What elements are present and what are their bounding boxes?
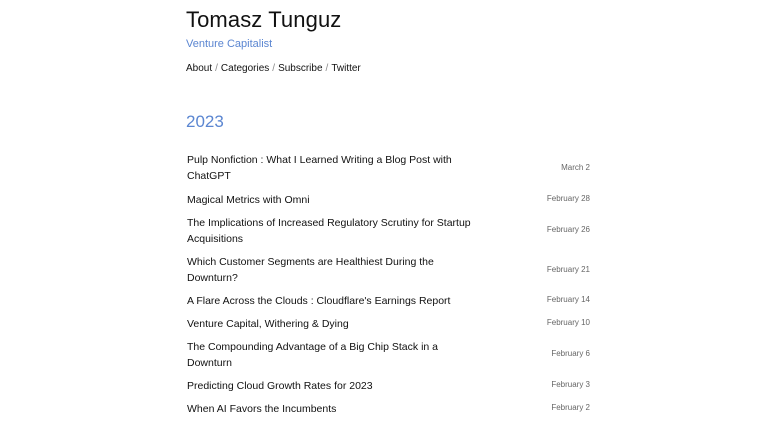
nav-separator: / xyxy=(215,63,218,74)
post-date: February 26 xyxy=(546,225,590,234)
nav-separator: / xyxy=(325,63,329,74)
post-date: February 21 xyxy=(546,265,590,274)
main-nav xyxy=(186,62,361,75)
nav-link-subscribe[interactable]: Subscribe xyxy=(278,63,323,74)
post-date: February 6 xyxy=(551,349,590,358)
nav-link-twitter[interactable]: Twitter xyxy=(331,63,361,74)
post-date: February 3 xyxy=(551,380,590,389)
nav-link-about[interactable]: About xyxy=(186,63,213,74)
site-subtitle: Venture Capitalist xyxy=(186,38,273,50)
post-date: March 2 xyxy=(561,163,590,172)
post-date: February 2 xyxy=(551,403,590,412)
post-date: February 28 xyxy=(546,194,590,203)
post-date: February 14 xyxy=(546,295,590,304)
nav-separator: / xyxy=(272,63,276,74)
post-title-link[interactable]: A Flare Across the Clouds : Cloudflare's Earnings Report xyxy=(187,295,451,307)
post-title-link[interactable]: Which Customer Segments are Healthiest During the Downturn? xyxy=(187,256,434,284)
post-title-link[interactable]: When AI Favors the Incumbents xyxy=(187,403,337,415)
post-date: February 10 xyxy=(546,318,590,327)
post-title-link[interactable]: Predicting Cloud Growth Rates for 2023 xyxy=(187,380,373,392)
post-title-link[interactable]: Pulp Nonfiction : What I Learned Writing a Blog Post with ChatGPT xyxy=(187,154,452,182)
post-title-link[interactable]: Magical Metrics with Omni xyxy=(187,194,310,206)
year-heading: 2023 xyxy=(186,112,224,131)
nav-link-categories[interactable]: Categories xyxy=(220,63,270,74)
post-title-link[interactable]: Venture Capital, Withering & Dying xyxy=(187,318,349,330)
post-title-link[interactable]: The Implications of Increased Regulatory Scrutiny for Startup Acquisitions xyxy=(187,217,471,245)
post-title-link[interactable]: The Compounding Advantage of a Big Chip Stack in a Downturn xyxy=(187,341,438,369)
site-title[interactable]: Tomasz Tunguz xyxy=(186,7,342,32)
